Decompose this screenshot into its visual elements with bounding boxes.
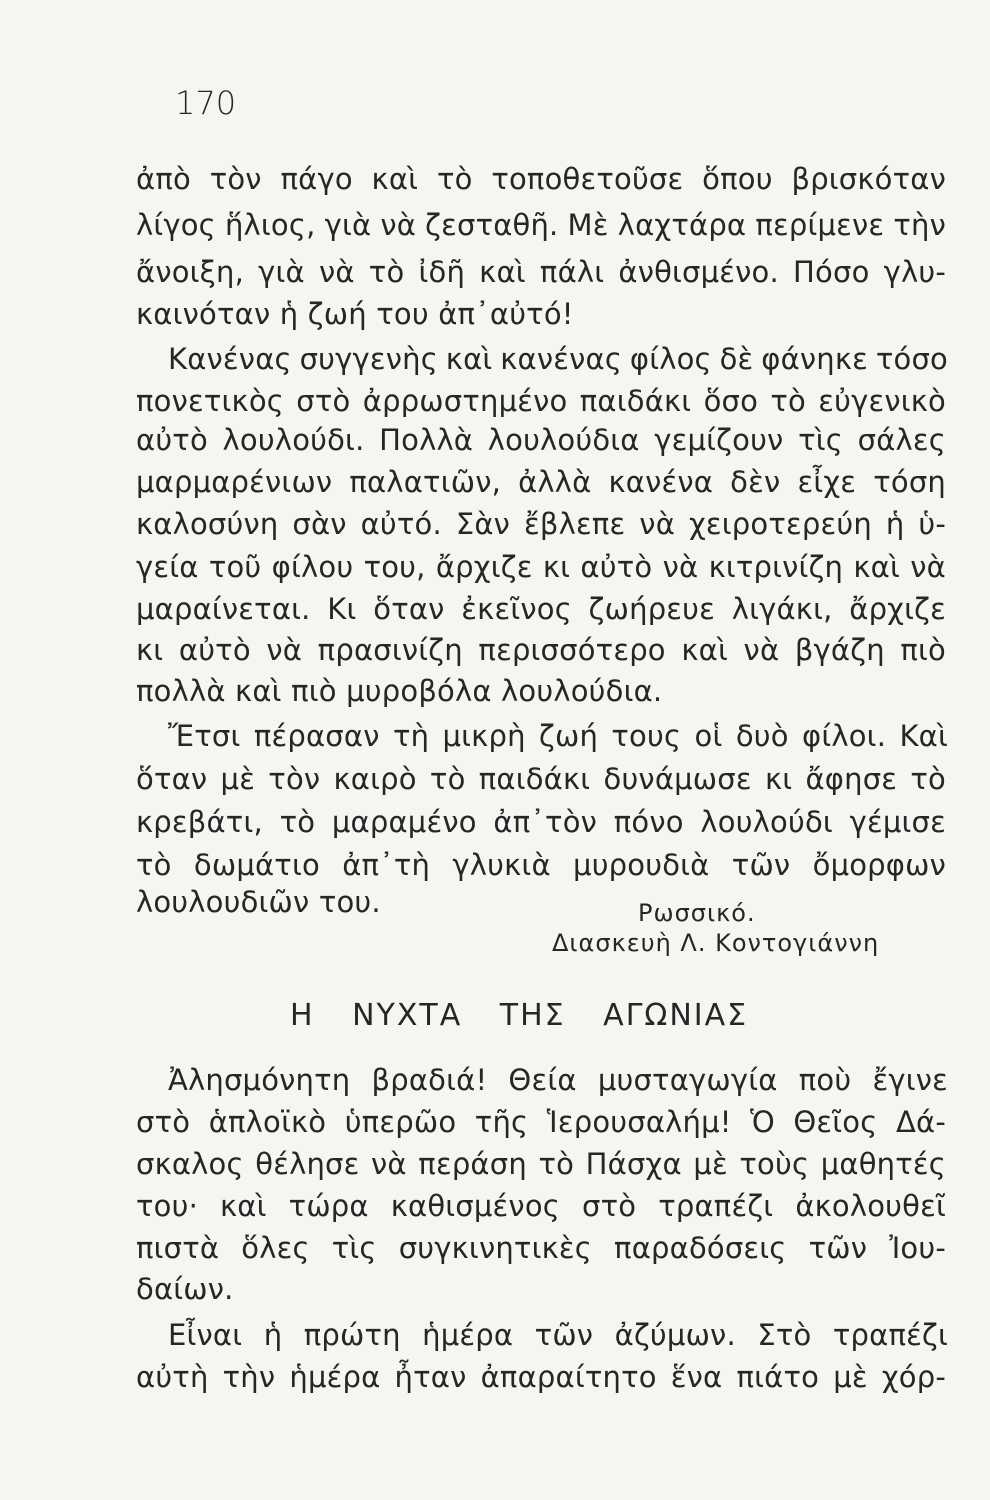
text-line: Ἀλησμόνητη βραδιά! Θεία μυσταγωγία ποὺ ἔγινε	[168, 1063, 948, 1097]
text-line: λίγος ἥλιος, γιὰ νὰ ζεσταθῆ. Μὲ λαχτάρα περίμενε τὴν	[136, 208, 946, 242]
text-line: δαίων.	[136, 1272, 234, 1306]
text-line: ὅταν μὲ τὸν καιρὸ τὸ παιδάκι δυνάμωσε κι ἄφησε τὸ	[136, 762, 946, 796]
text-line: τὸ δωμάτιο ἀπ᾽τὴ γλυκιὰ μυρουδιὰ τῶν ὄμορφων	[136, 848, 946, 882]
text-line: Εἶναι ἡ πρώτη ἡμέρα τῶν ἀζύμων. Στὸ τραπέζι	[168, 1318, 948, 1352]
text-line: γεία τοῦ φίλου του, ἄρχιζε κι αὐτὸ νὰ κιτρινίζη καὶ νὰ	[136, 550, 946, 584]
adaptation-credit: Διασκευὴ Λ. Κοντογιάννη	[552, 929, 880, 957]
text-line: Κανένας συγγενὴς καὶ κανένας φίλος δὲ φάνηκε τόσο	[168, 342, 948, 376]
text-line: καινόταν ἡ ζωή του ἀπ᾽αὐτό!	[136, 297, 574, 331]
text-line: ἄνοιξη, γιὰ νὰ τὸ ἰδῆ καὶ πάλι ἀνθισμένο. Πόσο γλυ-	[136, 255, 946, 289]
text-line: κι αὐτὸ νὰ πρασινίζη περισσότερο καὶ νὰ βγάζη πιὸ	[136, 633, 946, 667]
text-line: μαρμαρένιων παλατιῶν, ἀλλὰ κανένα δὲν εἶχε τόση	[136, 465, 946, 499]
text-line: στὸ ἁπλοϊκὸ ὑπερῶο τῆς Ἱερουσαλήμ! Ὁ Θεῖος Δά-	[136, 1105, 946, 1139]
text-line: του· καὶ τώρα καθισμένος στὸ τραπέζι ἀκολουθεῖ	[136, 1189, 946, 1223]
text-line: κρεβάτι, τὸ μαραμένο ἀπ᾽τὸν πόνο λουλούδι γέμισε	[136, 805, 946, 839]
text-line: πολλὰ καὶ πιὸ μυροβόλα λουλούδια.	[136, 674, 663, 708]
text-line: πονετικὸς στὸ ἀρρωστημένο παιδάκι ὅσο τὸ εὐγενικὸ	[136, 384, 946, 418]
text-line: λουλουδιῶν του.	[136, 885, 381, 919]
text-line: αὐτὸ λουλούδι. Πολλὰ λουλούδια γεμίζουν τὶς σάλες	[136, 423, 946, 457]
text-line: αὐτὴ τὴν ἡμέρα ἦταν ἀπαραίτητο ἕνα πιάτο μὲ χόρ-	[136, 1360, 946, 1394]
origin-note: Ρωσσικό.	[638, 899, 756, 927]
text-line: Ἔτσι πέρασαν τὴ μικρὴ ζωή τους οἱ δυὸ φίλοι. Καὶ	[168, 719, 948, 753]
page-number: 170	[175, 84, 237, 122]
text-line: καλοσύνη σὰν αὐτό. Σὰν ἔβλεπε νὰ χειροτερεύη ἡ ὑ-	[136, 507, 946, 541]
text-line: πιστὰ ὅλες τὶς συγκινητικὲς παραδόσεις τῶν Ἰου-	[136, 1231, 946, 1265]
text-line: μαραίνεται. Κι ὅταν ἐκεῖνος ζωήρευε λιγάκι, ἄρχιζε	[136, 592, 946, 626]
section-heading: Η ΝΥΧΤΑ ΤΗΣ ΑΓΩΝΙΑΣ	[290, 998, 749, 1033]
text-line: ἀπὸ τὸν πάγο καὶ τὸ τοποθετοῦσε ὅπου βρισκόταν	[136, 162, 946, 196]
text-line: σκαλος θέλησε νὰ περάση τὸ Πάσχα μὲ τοὺς μαθητές	[136, 1147, 946, 1181]
